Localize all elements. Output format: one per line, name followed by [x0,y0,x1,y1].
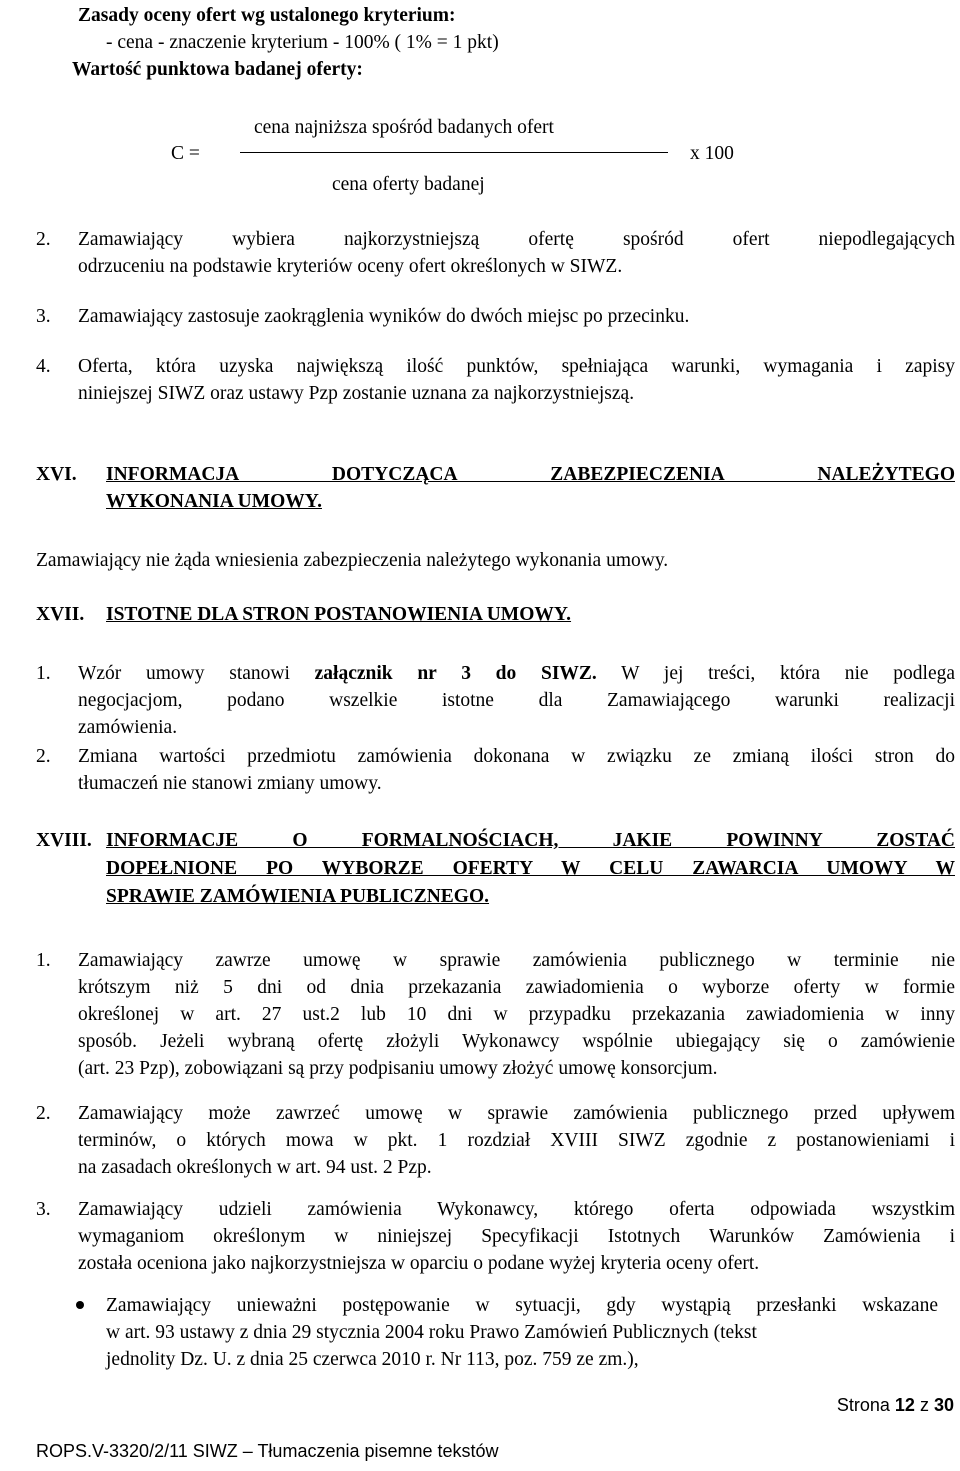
attachment-reference: załącznik nr 3 do SIWZ. [314,663,597,684]
item-text: zamówienia. [78,717,178,738]
item-text: Zamawiający może zawrzeć umowę w sprawie zamówienia publicznego przed upływem [78,1103,955,1124]
item-number: 1. [36,663,51,684]
item-text [78,660,955,687]
formula-numerator: cena najniższa spośród badanych ofert [254,117,554,138]
section-title: INFORMACJA DOTYCZĄCA ZABEZPIECZENIA NALEŻYTEGO [106,464,955,485]
bullet-text: w art. 93 ustawy z dnia 29 stycznia 2004 roku Prawo Zamówień Publicznych (tekst [106,1322,757,1343]
page-prefix: Strona [836,1395,890,1415]
item-text: Zmiana wartości przedmiotu zamówienia dokonana w związku ze zmianą ilości stron do [78,746,955,767]
price-criterion-line: - cena - znaczenie kryterium - 100% ( 1% = 1 pkt) [106,32,499,53]
point-number: 4. [36,356,51,377]
section-title: INFORMACJE O FORMALNOŚCIACH, JAKIE POWINNY ZOSTAĆ [106,830,955,851]
item-text: Zamawiający udzieli zamówienia Wykonawcy, którego oferta odpowiada wszystkim [78,1199,955,1220]
point-text: niniejszej SIWZ oraz ustawy Pzp zostanie uznana za najkorzystniejszą. [78,383,635,404]
item-text-post: W jej treści, która nie podlega [596,663,955,684]
page-number [837,1392,954,1419]
point-text: Zamawiający wybiera najkorzystniejszą ofertę spośród ofert niepodlegających [78,229,955,250]
point-text: Zamawiający zastosuje zaokrąglenia wyników do dwóch miejsc po przecinku. [78,306,690,327]
section-title: ISTOTNE DLA STRON POSTANOWIENIA UMOWY. [106,604,572,625]
formula-denominator: cena oferty badanej [332,174,485,195]
item-text: na zasadach określonych w art. 94 ust. 2 Pzp. [78,1157,432,1178]
section-title: WYKONANIA UMOWY. [106,491,322,512]
points-heading: Wartość punktowa badanej oferty: [72,59,363,80]
item-text: sposób. Jeżeli wybraną ofertę złożyli Wykonawcy wspólnie ubiegający się o zamówienie [78,1031,955,1052]
point-number: 2. [36,229,51,250]
point-number: 3. [36,306,51,327]
item-text-pre: Wzór umowy stanowi [78,663,315,684]
page-total: 30 [933,1395,954,1415]
document-reference: ROPS.V-3320/2/11 SIWZ – Tłumaczenia pisemne tekstów [36,1441,499,1461]
section-number: XVII. [36,604,85,625]
formula-lhs: C = [171,143,200,164]
item-text: terminów, o których mowa w pkt. 1 rozdział XVIII SIWZ zgodnie z postanowieniami i [78,1130,955,1151]
point-text: Oferta, która uzyska największą ilość punktów, spełniająca warunki, wymagania i zapisy [78,356,955,377]
page-current: 12 [894,1395,915,1415]
section-title: SPRAWIE ZAMÓWIENIA PUBLICZNEGO. [106,886,490,907]
item-text: wymaganiom określonym w niniejszej Specyfikacji Istotnych Warunków Zamówienia i [78,1226,955,1247]
section-number: XVIII. [36,830,92,851]
item-text: została oceniona jako najkorzystniejsza w oparciu o podane wyżej kryteria oceny ofert. [78,1253,760,1274]
item-number: 2. [36,746,51,767]
bullet-text: Zamawiający unieważni postępowanie w sytuacji, gdy wystąpią przesłanki wskazane [106,1295,938,1316]
section-number: XVI. [36,464,77,485]
criteria-heading: Zasady oceny ofert wg ustalonego kryterium: [78,5,456,26]
item-text: Zamawiający zawrze umowę w sprawie zamówienia publicznego w terminie nie [78,950,955,971]
item-number: 3. [36,1199,51,1220]
formula-multiplier: x 100 [690,143,734,164]
item-text: określonej w art. 27 ust.2 lub 10 dni w przypadku przekazania zawiadomienia w inny [78,1004,955,1025]
page-separator: z [919,1395,929,1415]
item-text: (art. 23 Pzp), zobowiązani są przy podpisaniu umowy złożyć umowę konsorcjum. [78,1058,718,1079]
fraction-bar [240,152,668,153]
point-text: odrzuceniu na podstawie kryteriów oceny ofert określonych w SIWZ. [78,256,623,277]
bullet-icon [76,1301,84,1309]
item-text: negocjacjom, podano wszelkie istotne dla Zamawiającego warunki realizacji [78,690,955,711]
section-title: DOPEŁNIONE PO WYBORZE OFERTY W CELU ZAWARCIA UMOWY W [106,858,955,879]
item-number: 1. [36,950,51,971]
bullet-text: jednolity Dz. U. z dnia 25 czerwca 2010 r. Nr 113, poz. 759 ze zm.), [106,1349,639,1370]
item-number: 2. [36,1103,51,1124]
item-text: tłumaczeń nie stanowi zmiany umowy. [78,773,382,794]
section-body: Zamawiający nie żąda wniesienia zabezpieczenia należytego wykonania umowy. [36,550,669,571]
item-text: krótszym niż 5 dni od dnia przekazania zawiadomienia o wyborze oferty w formie [78,977,955,998]
